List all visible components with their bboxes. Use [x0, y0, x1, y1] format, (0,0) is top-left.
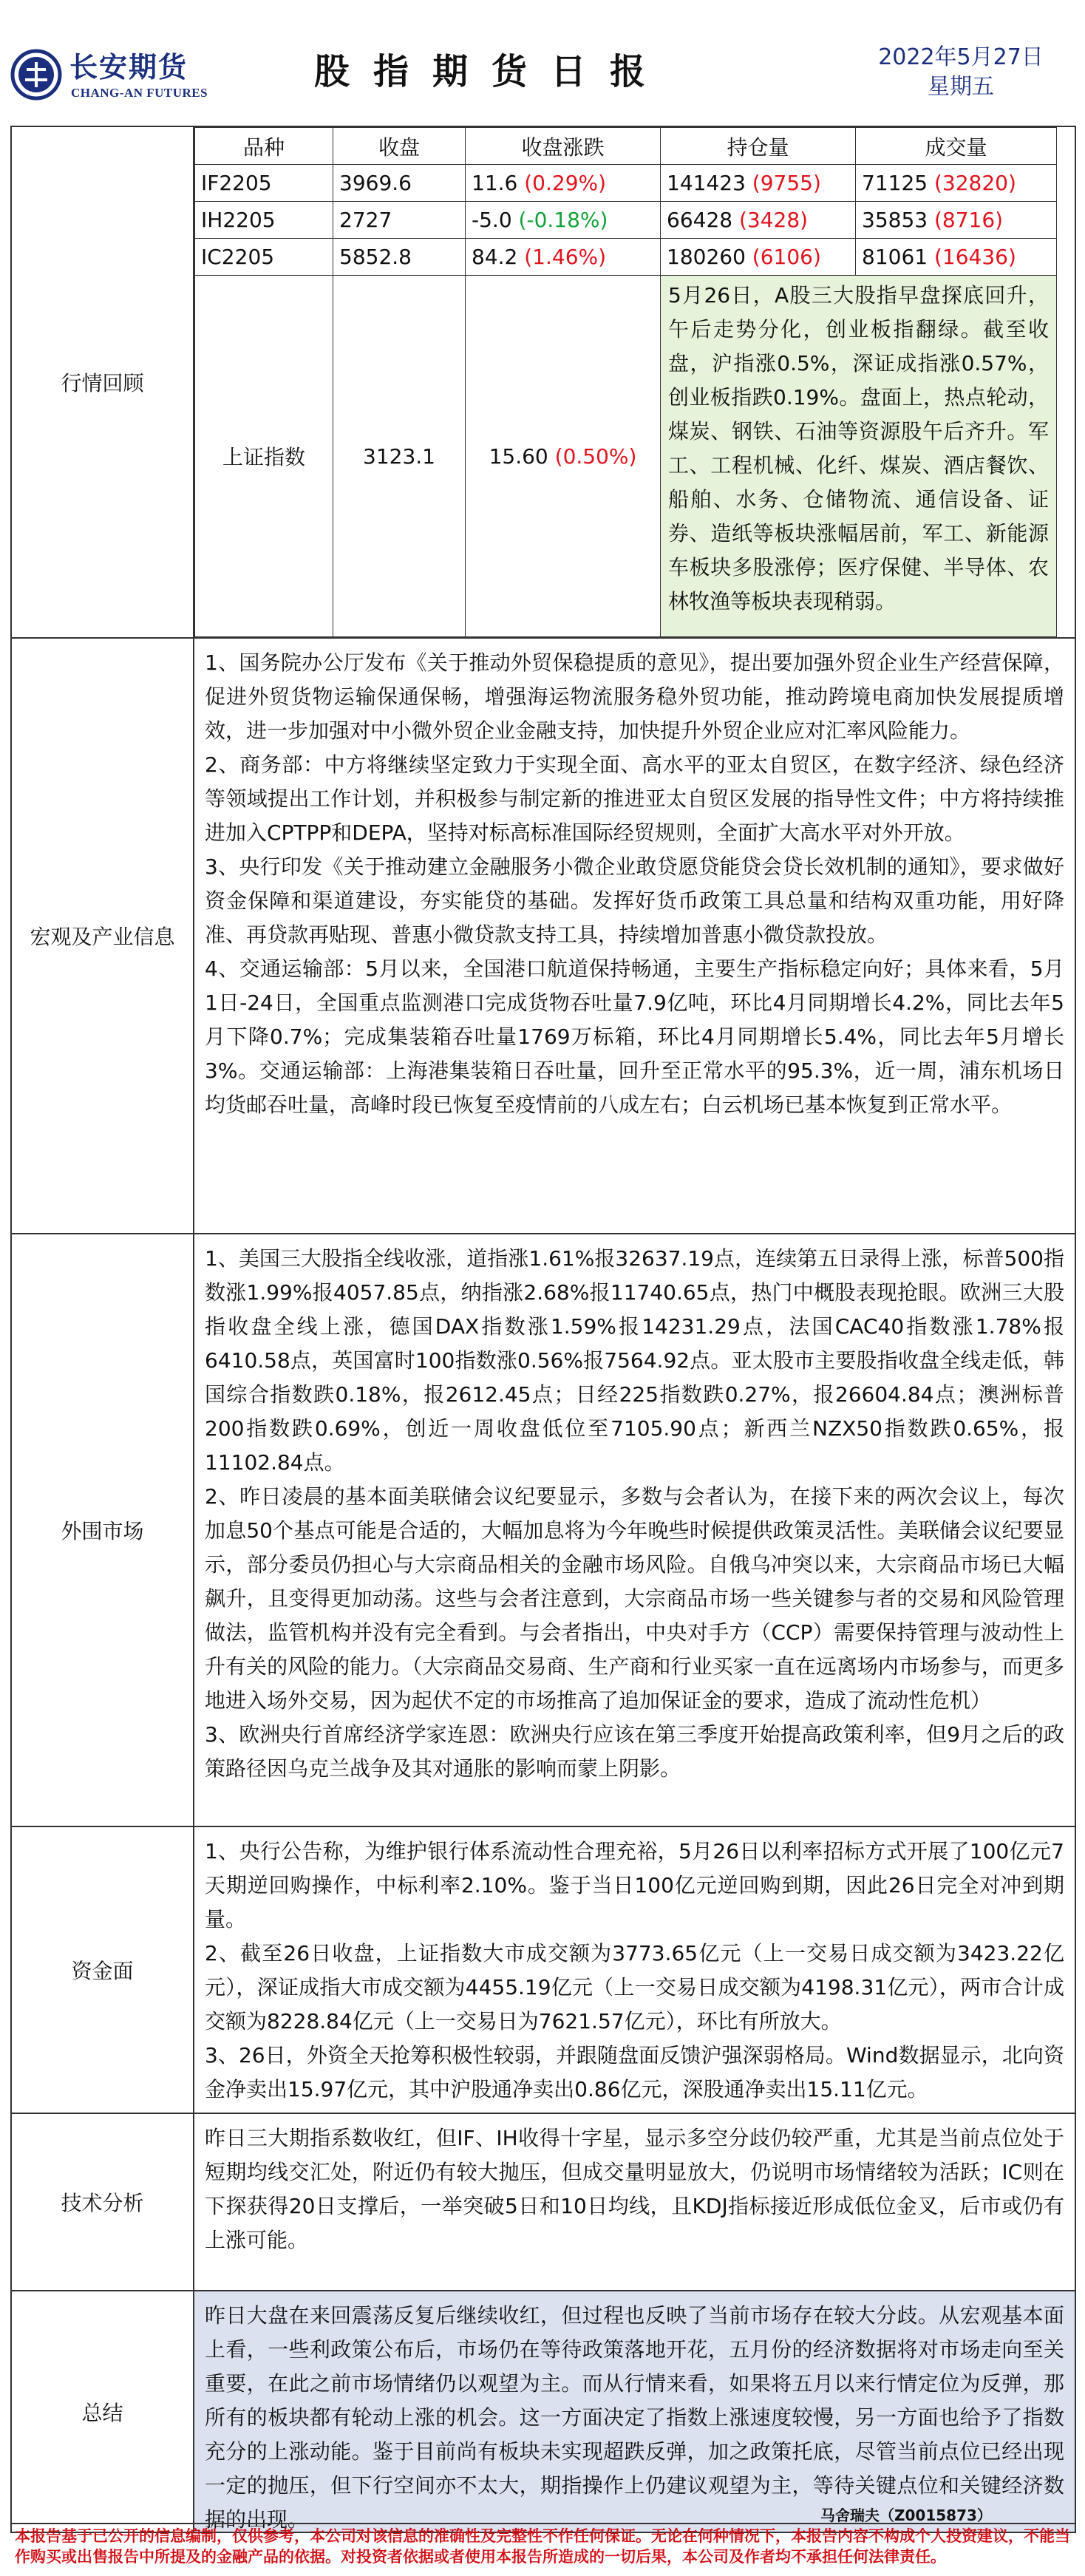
- overseas-section: [12, 1233, 1075, 1826]
- column-header: 收盘: [333, 128, 466, 165]
- volume-change: (16436): [933, 245, 1016, 269]
- paragraph: 1、美国三大股指全线收涨，道指涨1.61%报32637.19点，连续第五日录得上涨，标普500指数涨1.99%报4057.85点，纳指涨2.68%报11740.65点，热门中概股表现抢眼。欧洲三大股指收盘全线上涨，德国DAX指数涨1.59%报14231.29点，法国CAC40指数涨1.78%报6410.58点，英国富时100指数涨0.56%报7564.92点。亚太股市主要股指收盘全线走低，韩国综合指数跌0.18%，报2612.45点；日经225指数跌0.27%，报26604.84点；澳洲标普200指数跌0.69%，创近一周收盘低位至7105.90点；新西兰NZX50指数跌0.65%，报11102.84点。: [205, 1246, 1064, 1475]
- change-value: 11.6: [472, 171, 518, 195]
- change-percent: (1.46%): [524, 245, 607, 269]
- section-label-technical: 技术分析: [12, 2114, 194, 2290]
- market-table: [194, 127, 1057, 637]
- summary-content: 昨日大盘在来回震荡反复后继续收红，但过程也反映了当前市场存在较大分歧。从宏观基本面上看，一些利政策公布后，市场仍在等待政策落地开花，五月份的经济数据将对市场走向至关重要，在此之前市场情绪仍以观望为主。而从行情来看，如果将五月以来行情定位为反弹，那所有的板块都有轮动上涨的机会。这一方面决定了指数上涨速度较慢，另一方面也给予了指数充分的上涨动能。鉴于目前尚有板块未实现超跌反弹，加之政策托底，尽管当前点位已经出现一定的抛压，但下行空间亦不太大，期指操作上仍建议观望为主，等待关键点位和关键经济数据的出现。: [205, 2303, 1064, 2532]
- table-row: [195, 165, 1057, 202]
- paragraph: 1、国务院办公厅发布《关于推动外贸保稳提质的意见》，提出要加强外贸企业生产经营保障，促进外贸货物运输保通保畅，增强海运物流服务稳外贸功能，推动跨境电商加快发展提质增效，进一步加强对中小微外贸企业金融支持，加快提升外贸企业应对汇率风险能力。: [205, 650, 1064, 743]
- section-label-market: 行情回顾: [12, 127, 194, 637]
- paragraph: 3、26日，外资全天抢筹积极性较弱，并跟随盘面反馈沪强深弱格局。Wind数据显示，北向资金净卖出15.97亿元，其中沪股通净卖出0.86亿元，深股通净卖出15.11亿元。: [205, 2043, 1064, 2101]
- oi-value: 66428: [667, 208, 733, 232]
- report-header: [0, 0, 1085, 126]
- close-price: 3969.6: [333, 165, 466, 202]
- section-label-funds: 资金面: [12, 1827, 194, 2113]
- logo-chinese-name: 长安期货: [69, 50, 188, 84]
- open-interest: [661, 202, 856, 239]
- paragraph: 3、央行印发《关于推动建立金融服务小微企业敢贷愿贷能贷会贷长效机制的通知》，要求做好资金保障和渠道建设，夯实能贷的基础。发挥好货币政策工具总量和结构双重功能，用好降准、再贷款再贴现、普惠小微贷款支持工具，持续增加普惠小微贷款投放。: [205, 854, 1064, 947]
- oi-value: 141423: [667, 171, 746, 195]
- close-price: 5852.8: [333, 239, 466, 276]
- oi-change: (6106): [752, 245, 821, 269]
- market-commentary: 5月26日，A股三大股指早盘探底回升，午后走势分化，创业板指翻绿。截至收盘，沪指涨0.5%，深证成指涨0.57%，创业板指跌0.19%。盘面上，热点轮动，煤炭、钢铁、石油等资源股午后齐升。军工、工程机械、化纤、煤炭、酒店餐饮、船舶、水务、仓储物流、通信设备、证券、造纸等板块涨幅居前，军工、新能源车板块多股涨停；医疗保健、半导体、农林牧渔等板块表现稍弱。: [661, 276, 1057, 637]
- macro-content: [194, 639, 1075, 1129]
- change-value: 15.60: [489, 444, 548, 469]
- company-logo-icon: [10, 49, 62, 101]
- price-change: [466, 165, 661, 202]
- table-header-row: [195, 128, 1057, 165]
- oi-value: 180260: [667, 245, 746, 269]
- report-author: 马舍瑞夫（Z0015873）: [820, 2507, 992, 2524]
- company-logo: [10, 44, 210, 111]
- index-close: 3123.1: [333, 276, 466, 637]
- change-percent: (-0.18%): [518, 208, 608, 232]
- summary-section: [12, 2290, 1075, 2532]
- column-header: 持仓量: [661, 128, 856, 165]
- column-header: 成交量: [856, 128, 1057, 165]
- paragraph: 4、交通运输部：5月以来，全国港口航道保持畅通，主要生产指标稳定向好；具体来看，5月1日-24日，全国重点监测港口完成货物吞吐量7.9亿吨，环比4月同期增长4.2%，同比去年5月下降0.7%；完成集装箱吞吐量1769万标箱，环比4月同期增长5.4%，同比去年5月增长3%。交通运输部：上海港集装箱日吞吐量，回升至正常水平的95.3%，近一周，浦东机场日均货邮吞吐量，高峰时段已恢复至疫情前的八成左右；白云机场已基本恢复到正常水平。: [205, 956, 1064, 1117]
- overseas-content: [194, 1234, 1075, 1793]
- paragraph: 1、央行公告称，为维护银行体系流动性合理充裕，5月26日以利率招标方式开展了100亿元7天期逆回购操作，中标利率2.10%。鉴于当日100亿元逆回购到期，因此26日完全对冲到期量。: [205, 1839, 1064, 1931]
- open-interest: [661, 239, 856, 276]
- funds-content: [194, 1827, 1075, 2114]
- oi-change: (9755): [752, 171, 821, 195]
- change-value: -5.0: [472, 208, 512, 232]
- market-review-section: [12, 127, 1075, 637]
- section-label-overseas: 外围市场: [12, 1234, 194, 1826]
- paragraph: 2、截至26日收盘，上证指数大市成交额为3773.65亿元（上一交易日成交额为3423.22亿元），深证成指大市成交额为4455.19亿元（上一交易日成交额为4198.31亿元），两市合计成交额为8228.84亿元（上一交易日为7621.57亿元），环比有所放大。: [205, 1941, 1064, 2033]
- volume: [856, 165, 1057, 202]
- contract-name: IF2205: [195, 165, 333, 202]
- report-date: 2022年5月27日: [878, 44, 1044, 70]
- volume-value: 35853: [862, 208, 928, 232]
- price-change: [466, 239, 661, 276]
- report-grid: [10, 126, 1076, 2533]
- index-change: [466, 276, 661, 637]
- column-header: 品种: [195, 128, 333, 165]
- disclaimer: 本报告基于已公开的信息编制，仅供参考，本公司对该信息的准确性及完整性不作任何保证。无论在何种情况下，本报告内容不构成个人投资建议，不能当作购买或出售报告中所提及的金融产品的依据。对投资者依据或者使用本报告所造成的一切后果，本公司及作者均不承担任何法律责任。: [10, 2523, 1076, 2576]
- change-value: 84.2: [472, 245, 518, 269]
- volume-value: 81061: [862, 245, 928, 269]
- technical-section: [12, 2113, 1075, 2290]
- volume-value: 71125: [862, 171, 928, 195]
- technical-content: 昨日三大期指系数收红，但IF、IH收得十字星，显示多空分歧仍较严重，尤其是当前点位处于短期均线交汇处，附近仍有较大抛压，但成交量明显放大，仍说明市场情绪较为活跃；IC则在下探获得20日支撑后，一举突破5日和10日均线，且KDJ指标接近形成低位金叉，后市或仍有上涨可能。: [205, 2126, 1064, 2252]
- table-row: [195, 239, 1057, 276]
- macro-section: [12, 637, 1075, 1233]
- change-percent: (0.50%): [554, 444, 637, 469]
- report-title: 股指期货日报: [313, 51, 669, 92]
- volume-change: (8716): [933, 208, 1004, 232]
- paragraph: 2、昨日凌晨的基本面美联储会议纪要显示，多数与会者认为，在接下来的两次会议上，每次加息50个基点可能是合适的，大幅加息将为今年晚些时候提供政策灵活性。美联储会议纪要显示，部分委员仍担心与大宗商品相关的金融市场风险。自俄乌冲突以来，大宗商品市场已大幅飙升，且变得更加动荡。这些与会者注意到，大宗商品市场一些关键参与者的交易和风险管理做法，监管机构并没有完全看到。与会者指出，中央对手方（CCP）需要保持管理与波动性上升有关的风险的能力。（大宗商品交易商、生产商和行业买家一直在远离场内市场参与，而更多地进入场外交易，因为起伏不定的市场推高了追加保证金的要求，造成了流动性危机）: [205, 1484, 1064, 1713]
- funds-section: [12, 1826, 1075, 2113]
- open-interest: [661, 165, 856, 202]
- index-name: 上证指数: [195, 276, 333, 637]
- sh-index-row: [195, 276, 1057, 637]
- volume: [856, 239, 1057, 276]
- logo-english-name: CHANG-AN FUTURES: [71, 86, 208, 100]
- close-price: 2727: [333, 202, 466, 239]
- price-change: [466, 202, 661, 239]
- section-label-macro: 宏观及产业信息: [12, 639, 194, 1233]
- oi-change: (3428): [738, 208, 809, 232]
- report-weekday: 星期五: [928, 74, 994, 100]
- column-header: 收盘涨跌: [466, 128, 661, 165]
- volume: [856, 202, 1057, 239]
- contract-name: IH2205: [195, 202, 333, 239]
- paragraph: 3、欧洲央行首席经济学家连恩：欧洲央行应该在第三季度开始提高政策利率，但9月之后的政策路径因乌克兰战争及其对通胀的影响而蒙上阴影。: [205, 1722, 1064, 1781]
- change-percent: (0.29%): [524, 171, 607, 195]
- volume-change: (32820): [933, 171, 1016, 195]
- section-label-summary: 总结: [12, 2291, 194, 2532]
- contract-name: IC2205: [195, 239, 333, 276]
- table-row: [195, 202, 1057, 239]
- paragraph: 2、商务部：中方将继续坚定致力于实现全面、高水平的亚太自贸区，在数字经济、绿色经济等领域提出工作计划，并积极参与制定新的推进亚太自贸区发展的指导性文件；中方将持续推进加入CPTPP和DEPA，坚持对标高标准国际经贸规则，全面扩大高水平对外开放。: [205, 752, 1064, 845]
